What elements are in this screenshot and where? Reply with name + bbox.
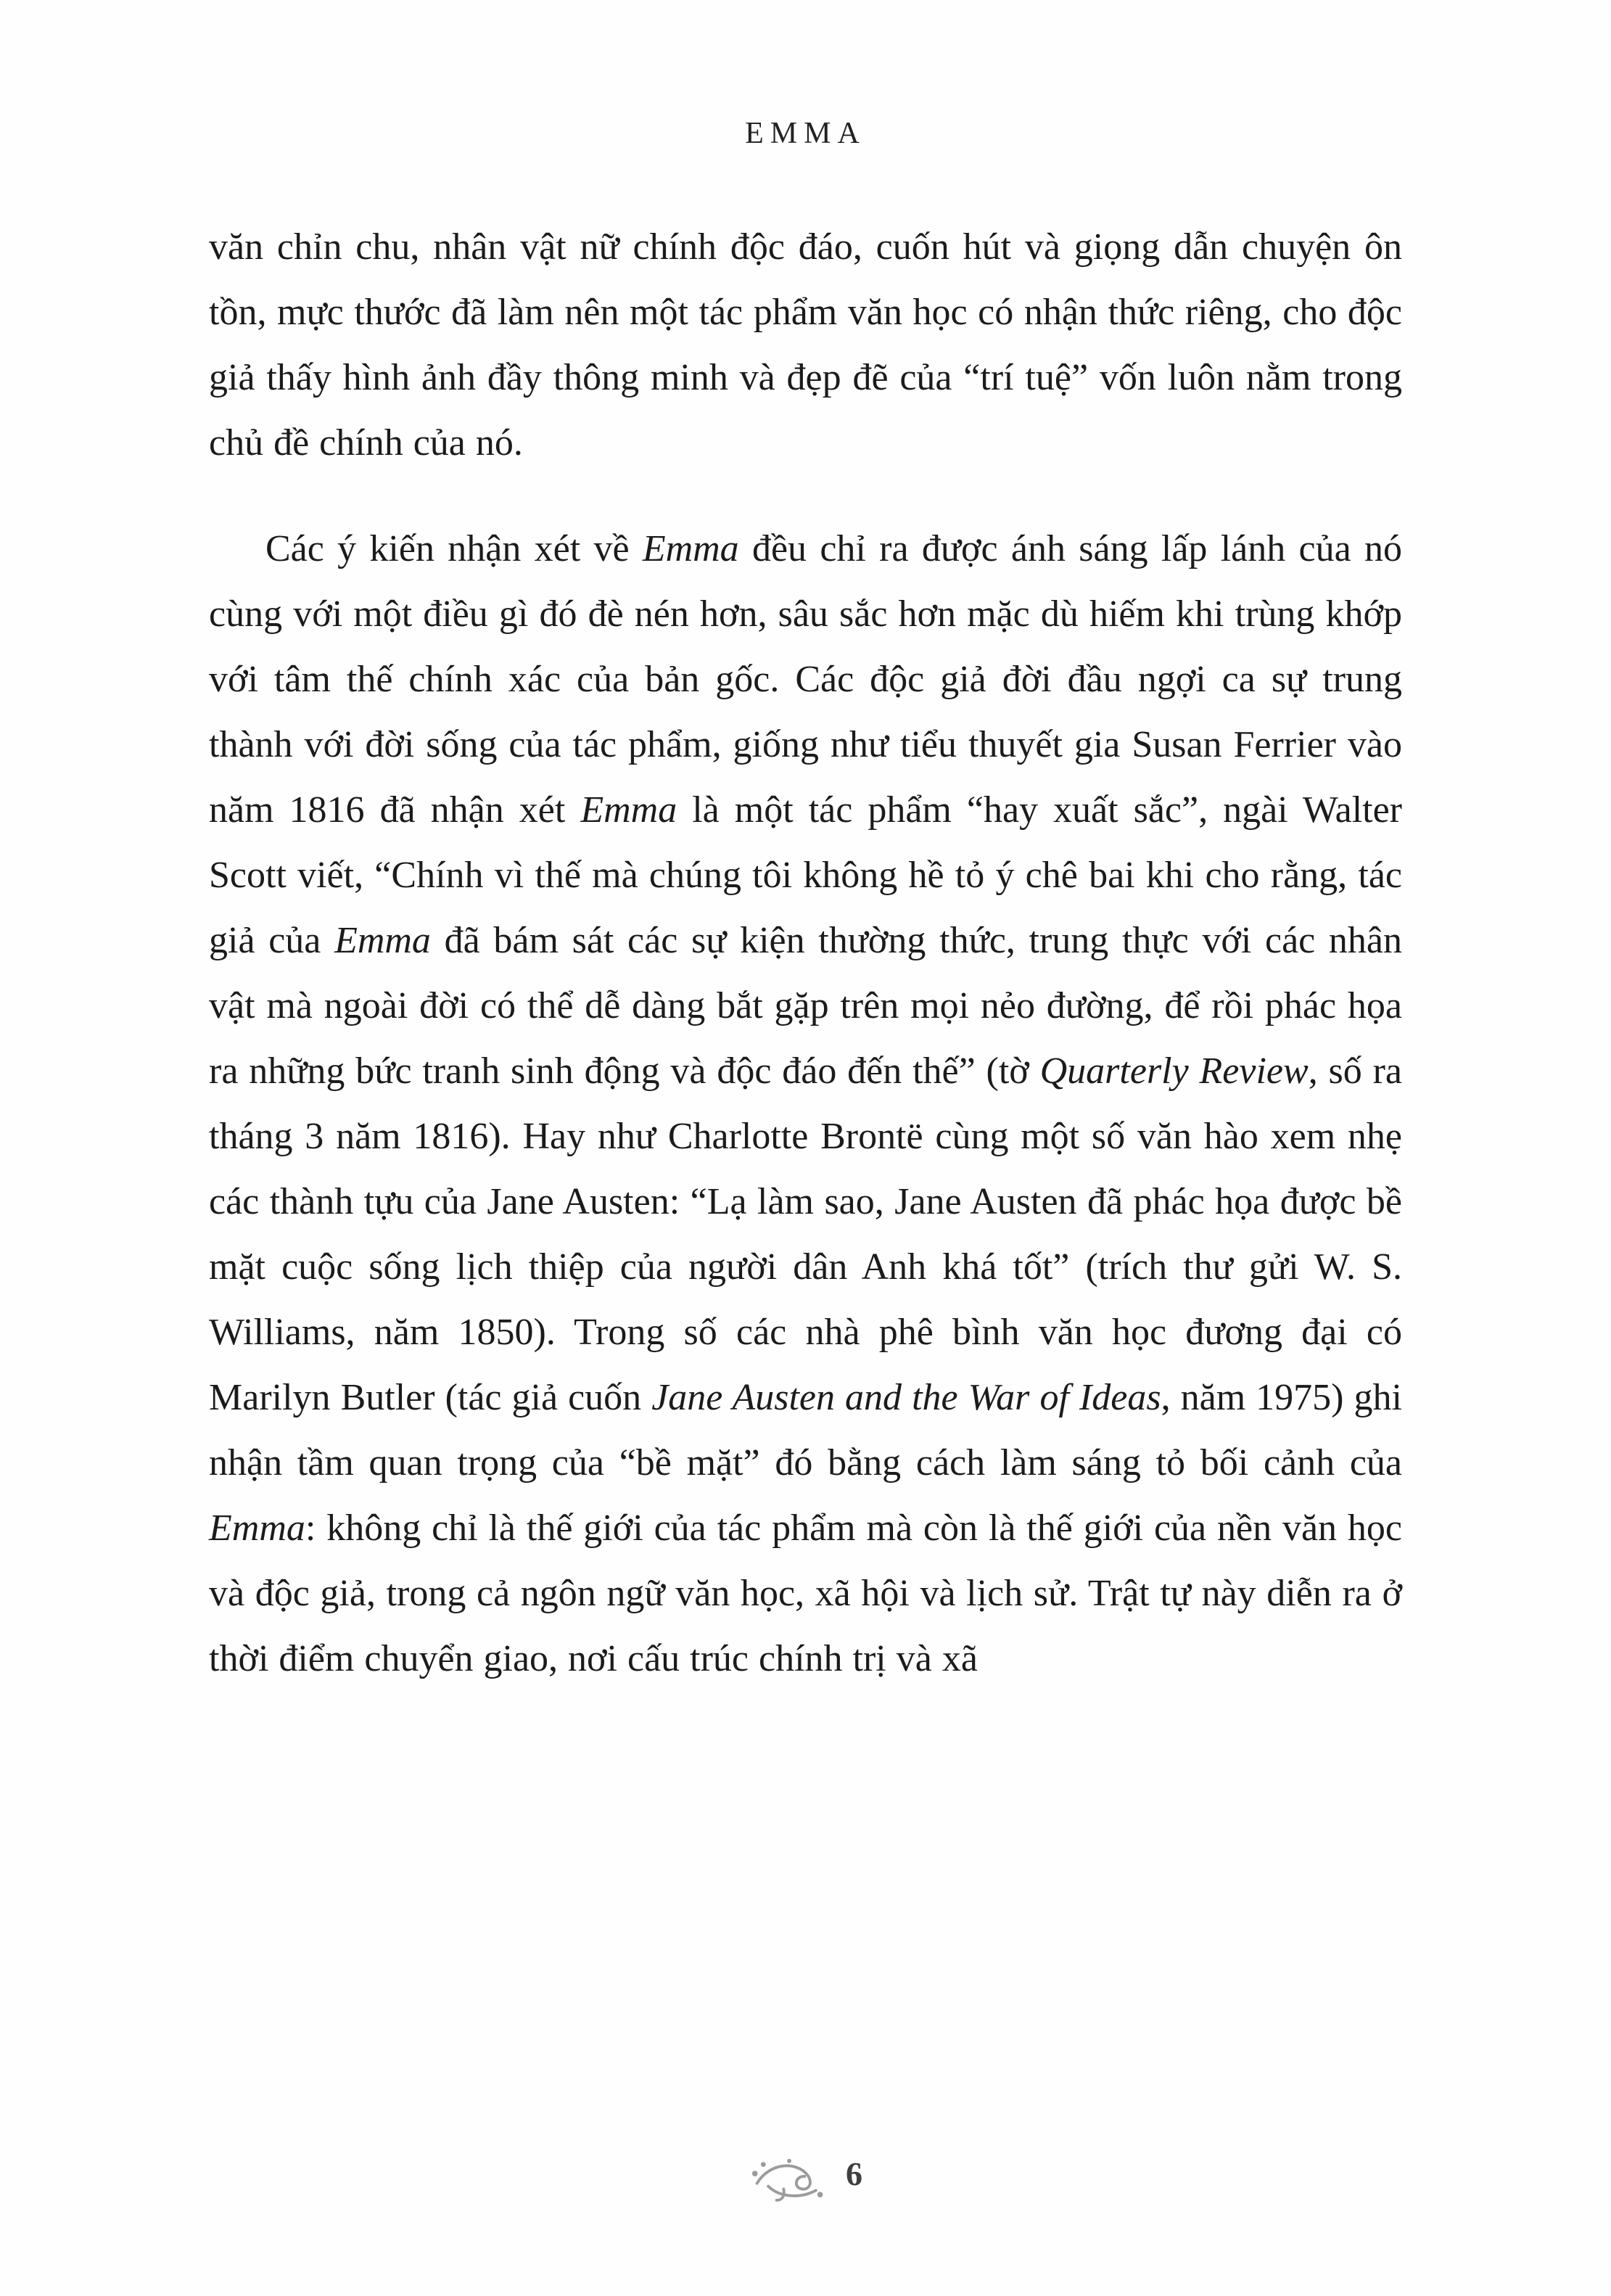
- paragraph: Các ý kiến nhận xét về Emma đều chỉ ra được ánh sáng lấp lánh của nó cùng với một điều gì đó đè nén hơn, sâu sắc hơn mặc dù hiếm khi trùng khớp với tâm thế chính xác của bản gốc. Các độc giả đời đầu ngợi ca sự trung thành với đời sống của tác phẩm, giống như tiểu thuyết gia Susan Ferrier vào năm 1816 đã nhận xét Emma là một tác phẩm “hay xuất sắc”, ngài Walter Scott viết, “Chính vì thế mà chúng tôi không hề tỏ ý chê bai khi cho rằng, tác giả của Emma đã bám sát các sự kiện thường thức, trung thực với các nhân vật mà ngoài đời có thể dễ dàng bắt gặp trên mọi nẻo đường, để rồi phác họa ra những bức tranh sinh động và độc đáo đến thế” (tờ Quarterly Review, số ra tháng 3 năm 1816). Hay như Charlotte Brontë cùng một số văn hào xem nhẹ các thành tựu của Jane Austen: “Lạ làm sao, Jane Austen đã phác họa được bề mặt cuộc sống lịch thiệp của người dân Anh khá tốt” (trích thư gửi W. S. Williams, năm 1850). Trong số các nhà phê bình văn học đương đại có Marilyn Butler (tác giả cuốn Jane Austen and the War of Ideas, năm 1975) ghi nhận tầm quan trọng của “bề mặt” đó bằng cách làm sáng tỏ bối cảnh của Emma: không chỉ là thế giới của tác phẩm mà còn là thế giới của nền văn học và độc giả, trong cả ngôn ngữ văn học, xã hội và lịch sử. Trật tự này diễn ra ở thời điểm chuyển giao, nơi cấu trúc chính trị và xã: [209, 528, 1403, 1679]
- running-head-title: EMMA: [745, 117, 866, 150]
- page-footer: [0, 2144, 1611, 2203]
- flourish-ornament-icon: [749, 2154, 833, 2203]
- paragraph: văn chỉn chu, nhân vật nữ chính độc đáo, cuốn hút và giọng dẫn chuyện ôn tồn, mực thước đã làm nên một tác phẩm văn học có nhận thức riêng, cho độc giả thấy hình ảnh đầy thông minh và đẹp đẽ của “trí tuệ” vốn luôn nằm trong chủ đề chính của nó.: [209, 226, 1402, 464]
- body-text: [209, 215, 1402, 1692]
- page-number: 6: [846, 2155, 862, 2192]
